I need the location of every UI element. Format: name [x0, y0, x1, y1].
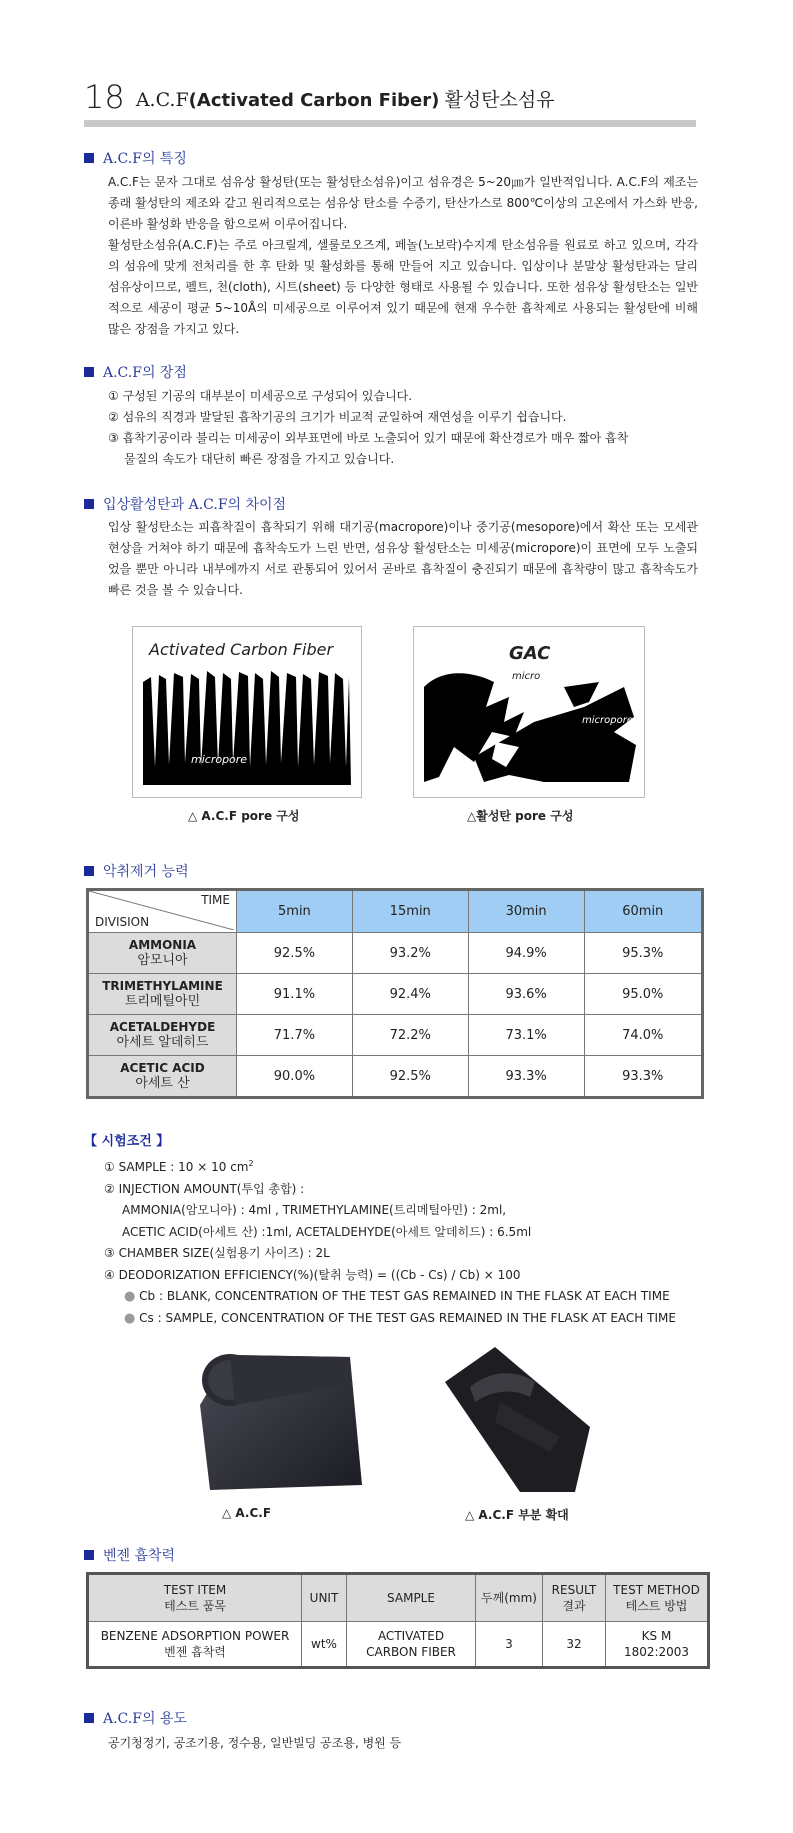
- column-header: RESULT 결과: [543, 1574, 606, 1622]
- gac-pore-image: [413, 626, 645, 798]
- acf-pore-caption: △ A.C.F pore 구성: [188, 809, 300, 823]
- column-header: 60min: [584, 890, 702, 933]
- features-paragraph-1: A.C.F는 문자 그대로 섬유상 활성탄(또는 활성탄소섬유)이고 섬유경은 5~20㎛가 일반적입니다. A.C.F의 제조는 종래 활성탄의 제조와 같고 원리적으로는 섬유상 탄소를 수증기, 탄산가스로 800℃이상의 고온에서 가스화 반응, 이른바 활성화 반응을 함으로써 이루어집니다.: [108, 175, 698, 231]
- list-item: ② INJECTION AMOUNT(투입 총합) :: [104, 1181, 305, 1196]
- column-header: SAMPLE: [347, 1574, 476, 1622]
- table-header-row: [88, 1574, 709, 1622]
- table-cell: 95.0%: [584, 974, 702, 1015]
- bullet-dot-icon: ●: [124, 1310, 136, 1326]
- column-header: TEST ITEM 테스트 품목: [88, 1574, 302, 1622]
- deodorization-table: [86, 888, 704, 1099]
- table-cell: wt%: [302, 1622, 347, 1668]
- test-conditions-list: [104, 1153, 724, 1329]
- section-heading-benzene: 벤젠 흡착력: [84, 1545, 175, 1565]
- list-item: ① 구성된 기공의 대부분이 미세공으로 구성되어 있습니다.: [108, 389, 413, 403]
- table-cell: 95.3%: [584, 933, 702, 974]
- acf-closeup-photo: [440, 1342, 600, 1497]
- section-heading-features: A.C.F의 특징: [84, 148, 187, 168]
- square-bullet-icon: [84, 1550, 94, 1560]
- list-item: AMMONIA(암모니아) : 4ml , TRIMETHYLAMINE(트리메틸아민) : 2ml,: [122, 1203, 507, 1217]
- row-label: AMMONIA 암모니아: [88, 933, 237, 974]
- table-cell: BENZENE ADSORPTION POWER 벤젠 흡착력: [88, 1622, 302, 1668]
- section-number: 18: [84, 78, 125, 116]
- list-item: ④ DEODORIZATION EFFICIENCY(%)(탈취 능력) = ((Cb - Cs) / Cb) × 100: [104, 1267, 521, 1282]
- gac-pore-caption: △활성탄 pore 구성: [467, 809, 574, 823]
- gac-micro-label: micro: [512, 671, 541, 682]
- difference-text: 입상 활성탄소는 피흡착질이 흡착되기 위해 대기공(macropore)이나 중기공(mesopore)에서 확산 또는 모세관현상을 거쳐야 하기 때문에 흡착속도가 느린 반면, 섬유상 활성탄소는 미세공(micropore)이 표면에 모두 노출되었을 뿐만 아니라 내부에까지 서로 관통되어 있어서 곧바로 흡착질이 충진되기 때문에 흡착량이 많고 흡착속도가 빠른 것을 볼 수 있습니다.: [108, 520, 698, 597]
- title-korean: 활성탄소섬유: [444, 89, 555, 111]
- table-row: [88, 974, 703, 1015]
- title-divider: [84, 120, 696, 127]
- column-header: 두께(mm): [476, 1574, 543, 1622]
- table-cell: 90.0%: [237, 1056, 353, 1098]
- table-cell: 74.0%: [584, 1015, 702, 1056]
- section-heading-advantages: A.C.F의 장점: [84, 362, 187, 382]
- table-row: [88, 1056, 703, 1098]
- test-conditions-title: 【 시험조건 】: [84, 1134, 170, 1149]
- square-bullet-icon: [84, 153, 94, 163]
- title-english: (Activated Carbon Fiber): [188, 90, 440, 111]
- table-cell: KS M 1802:2003: [606, 1622, 709, 1668]
- table-cell: 94.9%: [468, 933, 584, 974]
- table-cell: 93.3%: [584, 1056, 702, 1098]
- acf-pore-illustration: [133, 627, 361, 797]
- features-text: [108, 172, 698, 340]
- list-item: ③ 흡착기공이라 불리는 미세공이 외부표면에 바로 노출되어 있기 때문에 확산경로가 매우 짧아 흡착: [108, 431, 629, 445]
- square-bullet-icon: [84, 866, 94, 876]
- page-title: [84, 78, 555, 116]
- column-header: UNIT: [302, 1574, 347, 1622]
- table-row: [88, 933, 703, 974]
- corner-time-label: TIME: [201, 893, 230, 907]
- uses-text: 공기청정기, 공조기용, 정수용, 일반빌딩 공조용, 병원 등: [108, 1736, 402, 1750]
- section-heading-deodorization: 악취제거 능력: [84, 861, 189, 881]
- table-cell: 72.2%: [352, 1015, 468, 1056]
- table-corner-cell: [88, 890, 237, 933]
- table-row: [88, 1622, 709, 1668]
- acf-roll-caption: △ A.C.F: [222, 1506, 272, 1520]
- table-cell: 92.5%: [352, 1056, 468, 1098]
- list-item: ② 섬유의 직경과 발달된 흡착기공의 크기가 비교적 균일하여 재연성을 이루기 쉽습니다.: [108, 410, 567, 424]
- table-cell: 3: [476, 1622, 543, 1668]
- square-bullet-icon: [84, 1713, 94, 1723]
- advantages-list: [108, 386, 708, 470]
- title-acf: A.C.F: [135, 89, 189, 111]
- table-cell: 93.3%: [468, 1056, 584, 1098]
- table-cell: 91.1%: [237, 974, 353, 1015]
- list-item: ① SAMPLE : 10 × 10 $cm^2$: [104, 1159, 254, 1174]
- table-cell: ACTIVATED CARBON FIBER: [347, 1622, 476, 1668]
- list-item: 물질의 속도가 대단히 빠른 장점을 가지고 있습니다.: [124, 452, 395, 466]
- row-label: ACETIC ACID 아세트 산: [88, 1056, 237, 1098]
- column-header: 5min: [237, 890, 353, 933]
- square-bullet-icon: [84, 499, 94, 509]
- acf-closeup-caption: △ A.C.F 부분 확대: [465, 1508, 569, 1522]
- acf-pore-image: [132, 626, 362, 798]
- section-heading-difference: 입상활성탄과 A.C.F의 차이점: [84, 494, 286, 514]
- list-item: ● Cb : BLANK, CONCENTRATION OF THE TEST GAS REMAINED IN THE FLASK AT EACH TIME: [124, 1289, 670, 1304]
- row-label: TRIMETHYLAMINE 트리메틸아민: [88, 974, 237, 1015]
- table-cell: 92.4%: [352, 974, 468, 1015]
- list-item: ③ CHAMBER SIZE(실험용기 사이즈) : 2L: [104, 1246, 330, 1260]
- bullet-dot-icon: ●: [124, 1289, 136, 1304]
- table-cell: 92.5%: [237, 933, 353, 974]
- table-cell: 93.2%: [352, 933, 468, 974]
- table-cell: 71.7%: [237, 1015, 353, 1056]
- section-heading-uses: A.C.F의 용도: [84, 1708, 187, 1728]
- list-item: ACETIC ACID(아세트 산) :1ml, ACETALDEHYDE(아세트 알데히드) : 6.5ml: [122, 1224, 532, 1239]
- column-header: 15min: [352, 890, 468, 933]
- acf-roll-photo: [190, 1345, 365, 1495]
- micropore-label: micropore: [191, 753, 248, 766]
- square-bullet-icon: [84, 367, 94, 377]
- table-cell: 32: [543, 1622, 606, 1668]
- gac-label: GAC: [509, 643, 551, 664]
- table-cell: 73.1%: [468, 1015, 584, 1056]
- table-row: [88, 1015, 703, 1056]
- acf-pore-label: Activated Carbon Fiber: [149, 640, 334, 659]
- column-header: 30min: [468, 890, 584, 933]
- features-paragraph-2: 활성탄소섬유(A.C.F)는 주로 아크릴계, 셀룰로오즈계, 페놀(노보락)수지계 탄소섬유를 원료로 하고 있으며, 각각의 섬유에 맞게 전처리를 한 후 탄화 및 활성화를 통해 만들어 지고 있습니다. 입상이나 분말상 활성탄과는 달리 섬유상이므로, 펠트, 천(cloth), 시트(sheet) 등 다양한 형태로 사용될 수 있습니다. 또한 섬유상 활성탄소는 일반적으로 세공이 평균 5~10Å의 미세공으로 이루어져 있기 때문에 현재 우수한 흡착제로 사용되는 활성탄에 비해 많은 장점을 가지고 있다.: [108, 238, 698, 336]
- gac-pore-illustration: [414, 627, 644, 797]
- benzene-table: [86, 1572, 710, 1669]
- gac-micropore-label: micropore: [582, 715, 633, 726]
- table-cell: 93.6%: [468, 974, 584, 1015]
- list-item: ● Cs : SAMPLE, CONCENTRATION OF THE TEST GAS REMAINED IN THE FLASK AT EACH TIME: [124, 1310, 676, 1326]
- corner-division-label: DIVISION: [95, 915, 150, 929]
- row-label: ACETALDEHYDE 아세트 알데히드: [88, 1015, 237, 1056]
- column-header: TEST METHOD 테스트 방법: [606, 1574, 709, 1622]
